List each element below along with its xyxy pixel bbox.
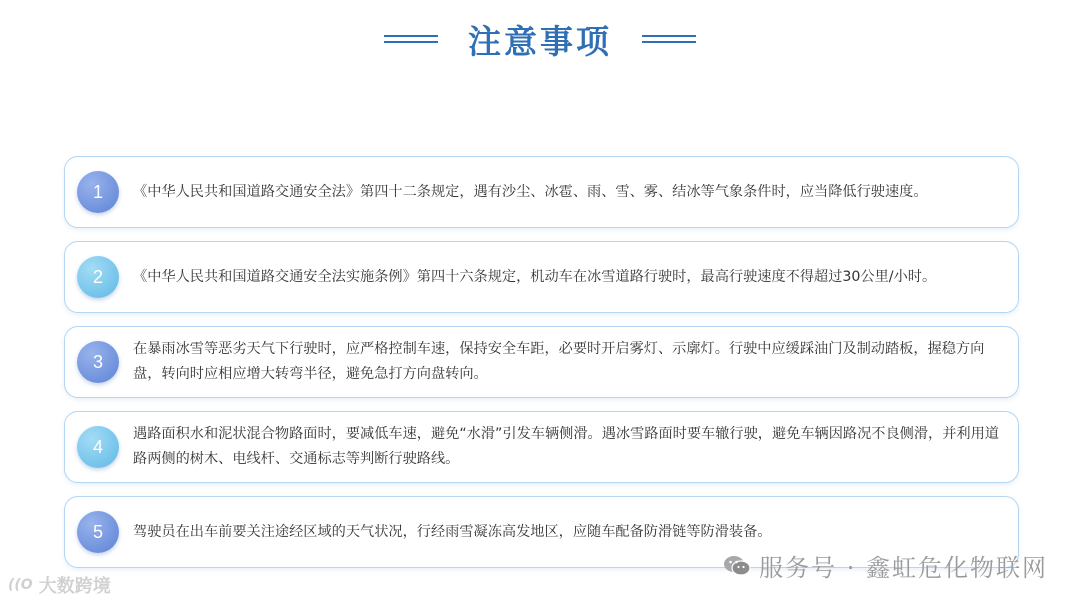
title-row [0, 14, 1080, 64]
watermark-left [8, 572, 111, 598]
notice-text: 在暴雨冰雪等恶劣天气下行驶时，应严格控制车速，保持安全车距，必要时开启雾灯、示廓灯。行驶中应缓踩油门及制动踏板，握稳方向盘，转向时应相应增大转弯半径，避免急打方向盘转向。 [133, 341, 985, 382]
notice-card-2 [64, 241, 1019, 313]
wechat-icon [723, 554, 751, 578]
page-title: 注意事项 [468, 21, 612, 61]
item-number-badge: 4 [77, 426, 119, 468]
notice-card-4 [64, 411, 1019, 483]
notice-card-1 [64, 156, 1019, 228]
notice-card-3 [64, 326, 1019, 398]
item-number-badge: 1 [77, 171, 119, 213]
notice-text: 驾驶员在出车前要关注途经区域的天气状况，行经雨雪凝冻高发地区，应随车配备防滑链等防滑装备。 [133, 523, 772, 540]
item-number-badge: 2 [77, 256, 119, 298]
notice-text: 《中华人民共和国道路交通安全法》第四十二条规定，遇有沙尘、冰雹、雨、雪、雾、结冰等气象条件时，应当降低行驶速度。 [133, 183, 928, 200]
title-left-decoration [384, 35, 438, 43]
watermark-right [723, 548, 1048, 583]
watermark-right-text: 服务号 · 鑫虹危化物联网 [759, 554, 1048, 582]
title-right-decoration [642, 35, 696, 43]
item-number-badge: 3 [77, 341, 119, 383]
watermark-logo-icon: ((O [8, 577, 33, 593]
notice-text: 遇路面积水和泥状混合物路面时，要减低车速，避免“水滑”引发车辆侧滑。遇冰雪路面时要车辙行驶，避免车辆因路况不良侧滑，并利用道路两侧的树木、电线杆、交通标志等判断行驶路线。 [133, 426, 999, 467]
watermark-left-text: 大数跨境 [38, 576, 111, 597]
item-number-badge: 5 [77, 511, 119, 553]
notice-text: 《中华人民共和国道路交通安全法实施条例》第四十六条规定，机动车在冰雪道路行驶时，最高行驶速度不得超过30公里/小时。 [133, 268, 937, 285]
